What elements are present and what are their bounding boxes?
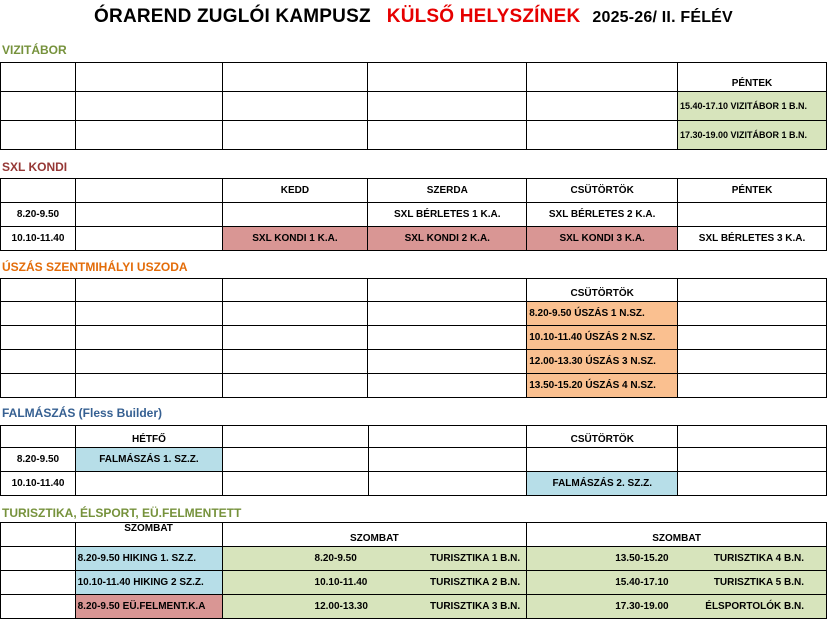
- cell: [1, 121, 76, 150]
- cell: [1, 279, 76, 302]
- cell: [75, 472, 222, 496]
- cell: [1, 92, 76, 121]
- cell: [678, 472, 827, 496]
- cell: [527, 63, 678, 92]
- uszas-slot-3: 12.00-13.30 ÚSZÁS 3 N.SZ.: [527, 350, 678, 374]
- cell: [1, 595, 76, 619]
- uszas-slot-1: 8.20-9.50 ÚSZÁS 1 N.SZ.: [527, 302, 678, 326]
- cell: [1, 571, 76, 595]
- cell: [368, 326, 527, 350]
- cell: [527, 92, 678, 121]
- cell: [368, 302, 527, 326]
- section-title-uszas: ÚSZÁS SZENTMIHÁLYI USZODA: [2, 260, 188, 274]
- cell: [75, 203, 222, 227]
- section-title-vizitabor: VIZITÁBOR: [2, 43, 67, 57]
- cell: [75, 302, 222, 326]
- cell: [678, 203, 827, 227]
- title-external: KÜLSŐ HELYSZÍNEK: [386, 6, 581, 27]
- header-szombat-1: SZOMBAT: [75, 523, 222, 547]
- turisztika-table: [0, 522, 827, 619]
- cell: [1, 547, 76, 571]
- header-pentek: PÉNTEK: [678, 179, 827, 203]
- cell: [527, 448, 678, 472]
- activity-label: TURISZTIKA 1 B.N.: [430, 553, 521, 564]
- falmaszas-slot-2: FALMÁSZÁS 2. SZ.Z.: [527, 472, 678, 496]
- cell: [75, 350, 222, 374]
- cell: [678, 326, 827, 350]
- cell: [368, 92, 527, 121]
- cell: [1, 350, 76, 374]
- time-cell: 8.20-9.50: [1, 448, 76, 472]
- section-title-turisztika: TURISZTIKA, ÉLSPORT, EÜ.FELMENTETT: [2, 506, 242, 520]
- cell: [75, 374, 222, 398]
- cell: [1, 302, 76, 326]
- cell: [222, 448, 368, 472]
- cell: [222, 302, 368, 326]
- cell: [75, 227, 222, 251]
- time-label: 10.10-11.40: [314, 577, 368, 588]
- hiking-2: 10.10-11.40 HIKING 2 SZ.Z.: [75, 571, 222, 595]
- cell: [527, 121, 678, 150]
- cell: [678, 448, 827, 472]
- cell: [222, 326, 368, 350]
- cell: [368, 374, 527, 398]
- turisztika-5-cell: [527, 571, 827, 595]
- page-title: [0, 6, 827, 28]
- cell: [1, 426, 76, 448]
- time-label: 17.30-19.00: [615, 601, 669, 612]
- time-label: 15.40-17.10: [615, 577, 669, 588]
- vizitabor-slot-2: 17.30-19.00 VIZITÁBOR 1 B.N.: [678, 121, 827, 150]
- section-title-falmaszas: FALMÁSZÁS (Fless Builder): [2, 406, 163, 420]
- sxl-berletes-1: SXL BÉRLETES 1 K.A.: [368, 203, 527, 227]
- cell: [75, 279, 222, 302]
- turisztika-3-cell: [222, 595, 527, 619]
- time-cell: 10.10-11.40: [1, 227, 76, 251]
- cell: [222, 472, 368, 496]
- vizitabor-slot-1: 15.40-17.10 VIZITÁBOR 1 B.N.: [678, 92, 827, 121]
- eu-felmentett: 8.20-9.50 EÜ.FELMENT.K.A: [75, 595, 222, 619]
- time-cell: 8.20-9.50: [1, 203, 76, 227]
- cell: [1, 523, 76, 547]
- cell: [368, 448, 527, 472]
- cell: [678, 374, 827, 398]
- activity-label: TURISZTIKA 2 B.N.: [430, 577, 521, 588]
- header-pentek: PÉNTEK: [678, 63, 827, 92]
- cell: [75, 121, 222, 150]
- cell: [75, 179, 222, 203]
- cell: [222, 426, 368, 448]
- cell: [368, 121, 527, 150]
- header-csutortok: CSÜTÖRTÖK: [527, 179, 678, 203]
- elsportolok-cell: [527, 595, 827, 619]
- cell: [368, 472, 527, 496]
- time-cell: 10.10-11.40: [1, 472, 76, 496]
- cell: [75, 63, 222, 92]
- cell: [222, 350, 368, 374]
- cell: [222, 121, 368, 150]
- header-szombat-3: SZOMBAT: [527, 523, 827, 547]
- cell: [75, 326, 222, 350]
- header-kedd: KEDD: [222, 179, 368, 203]
- cell: [678, 426, 827, 448]
- header-szombat-2: SZOMBAT: [222, 523, 527, 547]
- turisztika-4-cell: [527, 547, 827, 571]
- header-csutortok: CSÜTÖRTÖK: [527, 426, 678, 448]
- cell: [1, 326, 76, 350]
- sxl-kondi-2: SXL KONDI 2 K.A.: [368, 227, 527, 251]
- falmaszas-table: [0, 425, 827, 496]
- cell: [222, 374, 368, 398]
- cell: [368, 426, 527, 448]
- cell: [1, 374, 76, 398]
- header-hetfo: HÉTFŐ: [75, 426, 222, 448]
- uszas-slot-4: 13.50-15.20 ÚSZÁS 4 N.SZ.: [527, 374, 678, 398]
- turisztika-1-cell: [222, 547, 527, 571]
- cell: [222, 203, 368, 227]
- cell: [368, 279, 527, 302]
- cell: [222, 92, 368, 121]
- cell: [678, 302, 827, 326]
- falmaszas-slot-1: FALMÁSZÁS 1. SZ.Z.: [75, 448, 222, 472]
- uszas-slot-2: 10.10-11.40 ÚSZÁS 2 N.SZ.: [527, 326, 678, 350]
- sxl-berletes-3: SXL BÉRLETES 3 K.A.: [678, 227, 827, 251]
- cell: [678, 279, 827, 302]
- hiking-1: 8.20-9.50 HIKING 1. SZ.Z.: [75, 547, 222, 571]
- title-main: ÓRAREND ZUGLÓI KAMPUSZ: [94, 6, 371, 27]
- time-label: 13.50-15.20: [615, 553, 669, 564]
- activity-label: ÉLSPORTOLÓK B.N.: [705, 601, 804, 612]
- cell: [1, 179, 76, 203]
- activity-label: TURISZTIKA 5 B.N.: [713, 577, 804, 588]
- cell: [1, 63, 76, 92]
- time-label: 8.20-9.50: [314, 553, 357, 564]
- title-semester: 2025-26/ II. FÉLÉV: [592, 9, 733, 26]
- cell: [368, 63, 527, 92]
- header-csutortok: CSÜTÖRTÖK: [527, 279, 678, 302]
- sxl-table: [0, 178, 827, 251]
- cell: [75, 92, 222, 121]
- turisztika-2-cell: [222, 571, 527, 595]
- activity-label: TURISZTIKA 4 B.N.: [713, 553, 804, 564]
- sxl-berletes-2: SXL BÉRLETES 2 K.A.: [527, 203, 678, 227]
- cell: [222, 63, 368, 92]
- vizitabor-table: [0, 62, 827, 150]
- cell: [368, 350, 527, 374]
- sxl-kondi-3: SXL KONDI 3 K.A.: [527, 227, 678, 251]
- uszas-table: [0, 278, 827, 398]
- time-label: 12.00-13.30: [314, 601, 368, 612]
- cell: [678, 350, 827, 374]
- cell: [222, 279, 368, 302]
- sxl-kondi-1: SXL KONDI 1 K.A.: [222, 227, 368, 251]
- activity-label: TURISZTIKA 3 B.N.: [430, 601, 521, 612]
- section-title-sxl: SXL KONDI: [2, 160, 68, 174]
- header-szerda: SZERDA: [368, 179, 527, 203]
